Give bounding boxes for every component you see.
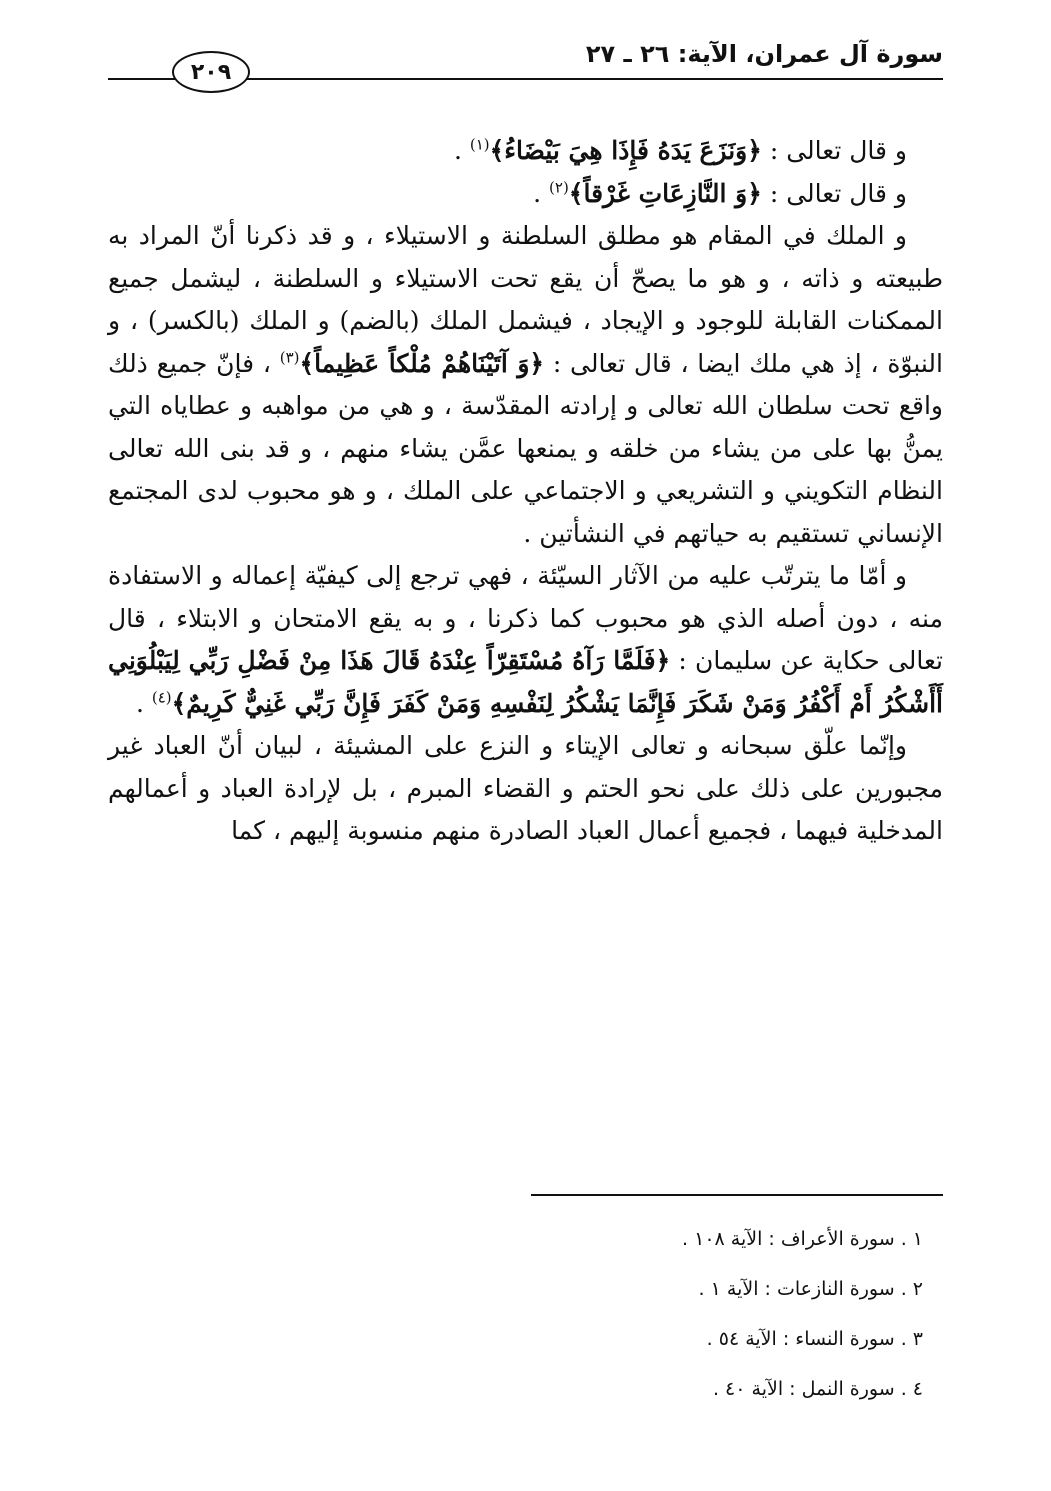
footnote-item: ١ . سورة الأعراف : الآية ١٠٨ .	[682, 1228, 923, 1250]
paragraph-text: و الملك في المقام هو مطلق السلطنة و الاستيلاء ، و قد ذكرنا أنّ المراد به طبيعته و ذاته ، و هو ما يصحّ أن يقع تحت الاستيلاء و السلطنة ، ليشمل جميع الممكنات القابلة للوجود و الإيجاد ، فيشمل الملك (بالضم) و الملك (بالكسر) ، و النبوّة ، إذ هي ملك ايضا ، قال تعالى :	[108, 221, 943, 378]
paragraph-text: ، فإنّ جميع ذلك واقع تحت سلطان الله تعالى و إرادته المقدّسة ، و هي من مواهبه و عطاياه التي يمنُّ بها على من يشاء من خلقه و يمنعها عمَّن يشاء منهم ، و قد بنى الله تعالى النظام التكويني و التشريعي و الاجتماعي على الملك ، و هو محبوب لدى المجتمع الإنساني تستقيم به حياتهم في النشأتين .	[108, 348, 943, 548]
verse-line-1	[108, 130, 943, 173]
main-text	[108, 130, 943, 853]
paragraph-3: وإنّما علّق سبحانه و تعالى الإيتاء و النزع على المشيئة ، لبيان أنّ العباد غير مجبورين على ذلك على نحو الحتم و القضاء المبرم ، بل لإرادة العباد و أعمالهم المدخلية فيهما ، فجميع أعمال العباد الصادرة منهم منسوبة إليهم ، كما	[108, 731, 943, 845]
quran-quote: ﴿فَلَمَّا رَآهُ مُسْتَقِرّاً عِنْدَهُ قَالَ هَذَا مِنْ فَضْلِ رَبِّي لِيَبْلُوَنِي أَأَشْكُرُ أَمْ أَكْفُرُ وَمَنْ شَكَرَ فَإِنَّمَا يَشْكُرُ لِنَفْسِهِ وَمَنْ كَفَرَ فَإِنَّ رَبِّي غَنِيٌّ كَرِيمٌ﴾	[108, 646, 943, 718]
footnote-separator	[531, 1194, 943, 1196]
verse-intro: و قال تعالى :	[761, 178, 907, 208]
footnote-ref: (٣)	[279, 348, 300, 367]
footnote-item: ٤ . سورة النمل : الآية ٤٠ .	[712, 1378, 923, 1400]
running-header-title: سورة آل عمران، الآية: ٢٦ ـ ٢٧	[585, 40, 943, 68]
page-number-badge: ٢٠٩	[172, 51, 250, 93]
footnote-ref: (٤)	[151, 688, 172, 707]
punctuation: .	[533, 178, 550, 208]
punctuation: .	[453, 136, 470, 165]
paragraph-1	[108, 215, 943, 555]
paragraph-2	[108, 555, 943, 725]
paragraph-text: و أمّا ما يترتّب عليه من الآثار السيّئة ، فهي ترجع إلى كيفيّة إعماله و الاستفادة منه ، دون أصله الذي هو محبوب كما ذكرنا ، و به يقع الامتحان و الابتلاء ، قال تعالى حكاية عن سليمان :	[108, 561, 943, 675]
punctuation: .	[135, 688, 152, 718]
quran-quote: ﴿وَنَزَعَ يَدَهُ فَإِذَا هِيَ بَيْضَاءُ﴾	[489, 136, 762, 165]
quran-quote: ﴿وَ آتَيْنَاهُمْ مُلْكاً عَظِيماً﴾	[299, 348, 545, 378]
verse-line-2	[108, 173, 943, 216]
footnote-ref: (٢)	[549, 178, 569, 197]
footnotes	[682, 1214, 923, 1414]
footnote-item: ٣ . سورة النساء : الآية ٥٤ .	[706, 1328, 923, 1350]
verse-intro: و قال تعالى :	[761, 136, 907, 165]
quran-quote: ﴿وَ النَّازِعَاتِ غَرْقاً﴾	[568, 178, 762, 208]
footnote-item: ٢ . سورة النازعات : الآية ١ .	[698, 1278, 923, 1300]
footnote-ref: (١)	[469, 135, 490, 154]
